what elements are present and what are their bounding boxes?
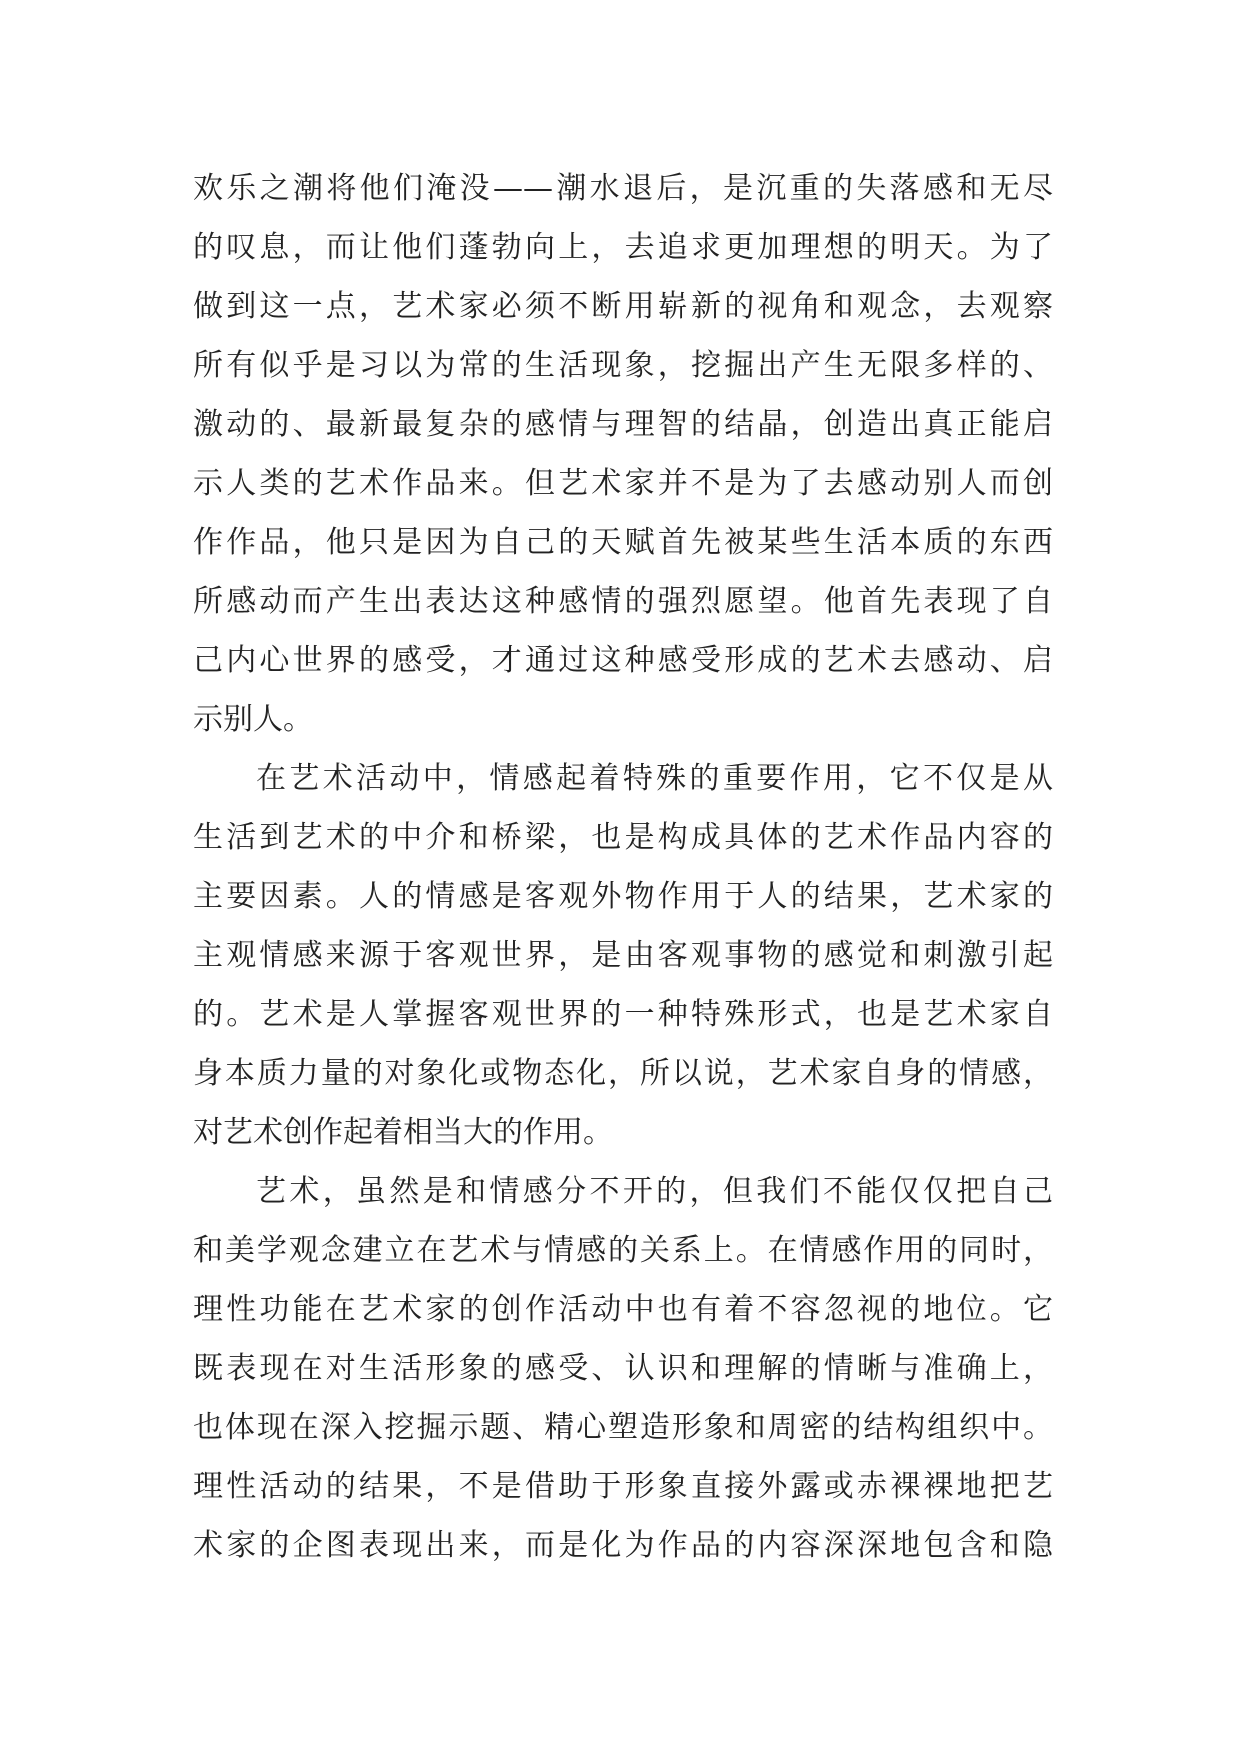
text-line: 术家的企图表现出来，而是化为作品的内容深深地包含和隐	[193, 1528, 1053, 1563]
text-line: 主要因素。人的情感是客观外物作用于人的结果，艺术家的	[193, 879, 1053, 914]
text-line: 主观情感来源于客观世界，是由客观事物的感觉和刺激引起	[193, 938, 1053, 973]
text-line: 欢乐之潮将他们淹没——潮水退后，是沉重的失落感和无尽	[193, 171, 1053, 206]
text-line: 作作品，他只是因为自己的天赋首先被某些生活本质的东西	[193, 525, 1053, 560]
paragraph-first-line: 艺术，虽然是和情感分不开的，但我们不能仅仅把自己	[256, 1174, 1053, 1209]
text-line: 的叹息，而让他们蓬勃向上，去追求更加理想的明天。为了	[193, 230, 1053, 265]
text-line: 也体现在深入挖掘示题、精心塑造形象和周密的结构组织中。	[193, 1410, 1053, 1445]
text-line: 己内心世界的感受，才通过这种感受形成的艺术去感动、启	[193, 643, 1053, 678]
text-line: 做到这一点，艺术家必须不断用崭新的视角和观念，去观察	[193, 289, 1053, 324]
text-line: 所有似乎是习以为常的生活现象，挖掘出产生无限多样的、	[193, 348, 1053, 383]
text-line: 激动的、最新最复杂的感情与理智的结晶，创造出真正能启	[193, 407, 1053, 442]
text-line: 既表现在对生活形象的感受、认识和理解的情晰与准确上，	[193, 1351, 1053, 1386]
text-line: 和美学观念建立在艺术与情感的关系上。在情感作用的同时，	[193, 1233, 1053, 1268]
text-line: 示人类的艺术作品来。但艺术家并不是为了去感动别人而创	[193, 466, 1053, 501]
text-line: 对艺术创作起着相当大的作用。	[193, 1115, 613, 1150]
text-line: 身本质力量的对象化或物态化，所以说，艺术家自身的情感，	[193, 1056, 1053, 1091]
text-line: 理性活动的结果，不是借助于形象直接外露或赤裸裸地把艺	[193, 1469, 1053, 1504]
text-line: 示别人。	[193, 702, 313, 737]
text-line: 理性功能在艺术家的创作活动中也有着不容忽视的地位。它	[193, 1292, 1053, 1327]
text-line: 生活到艺术的中介和桥梁，也是构成具体的艺术作品内容的	[193, 820, 1053, 855]
paragraph-first-line: 在艺术活动中，情感起着特殊的重要作用，它不仅是从	[256, 761, 1053, 796]
text-line: 的。艺术是人掌握客观世界的一种特殊形式，也是艺术家自	[193, 997, 1053, 1032]
text-line: 所感动而产生出表达这种感情的强烈愿望。他首先表现了自	[193, 584, 1053, 619]
